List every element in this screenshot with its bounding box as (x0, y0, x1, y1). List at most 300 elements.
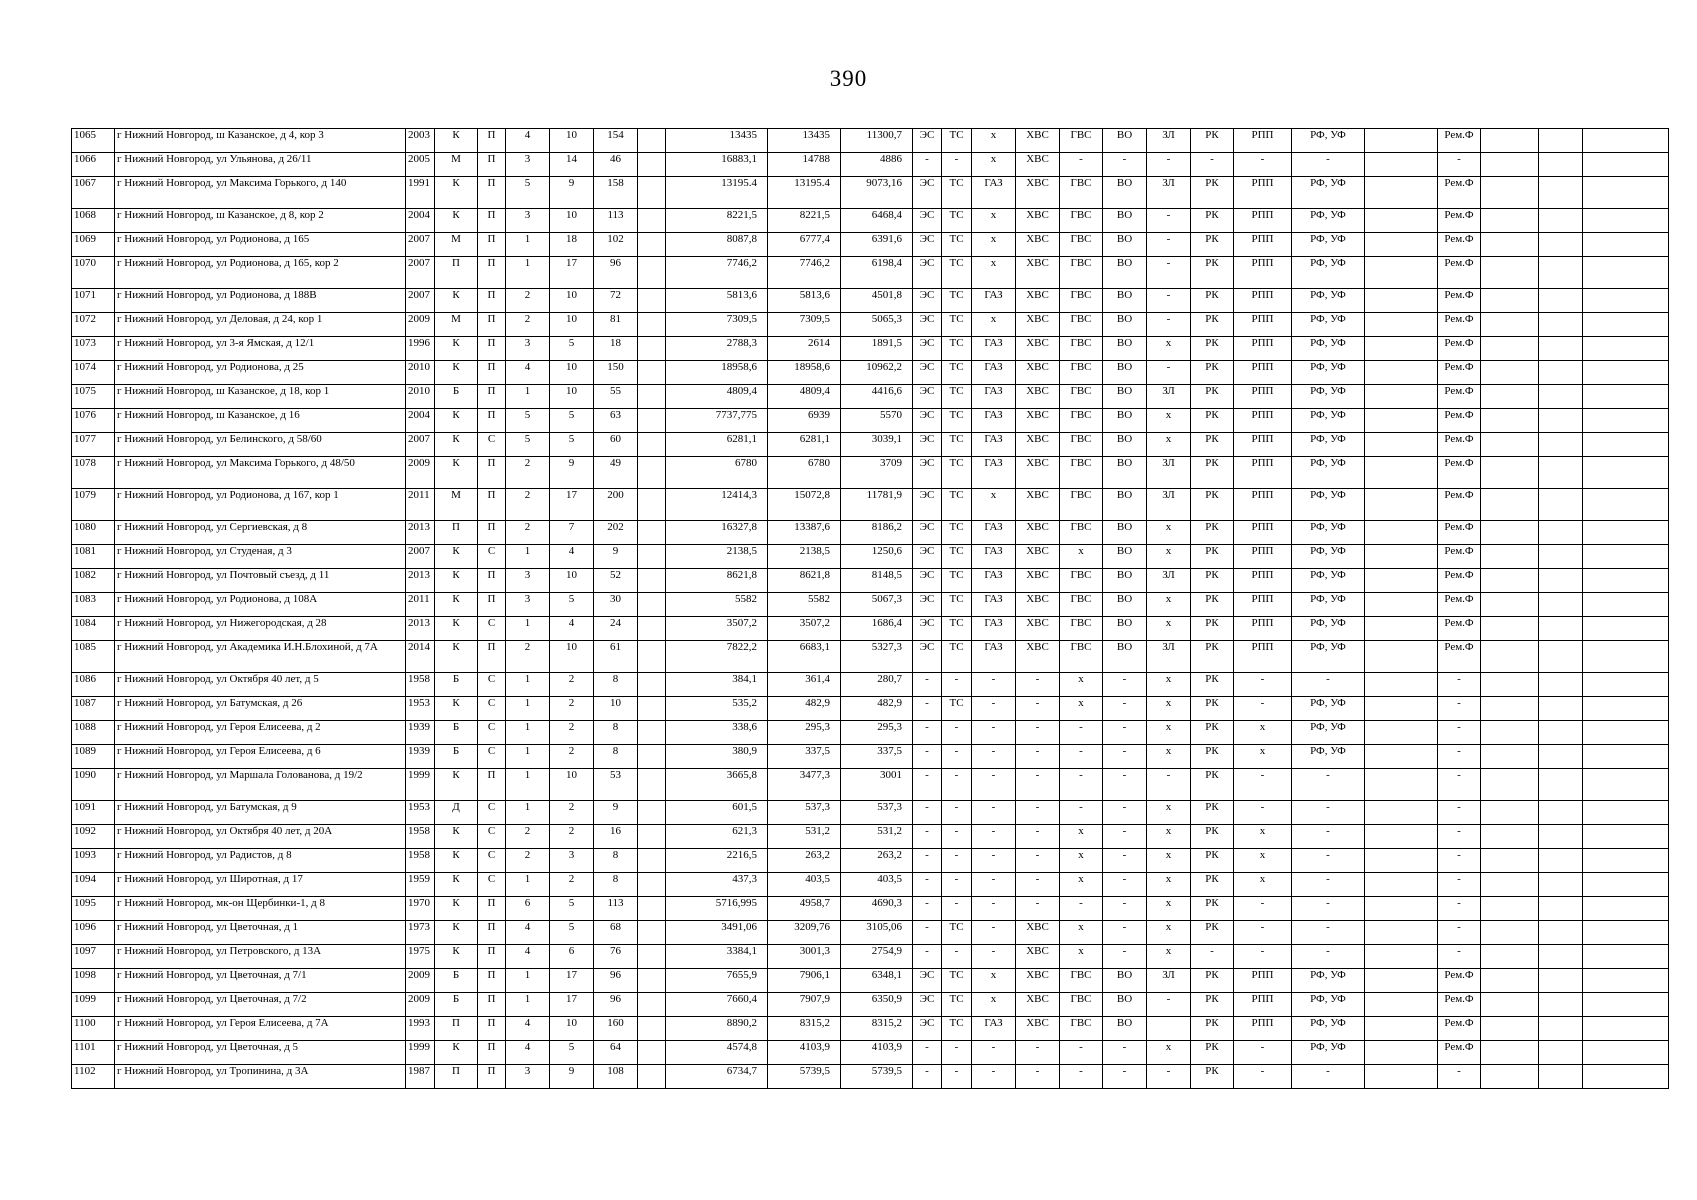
building-type-cell: П (478, 897, 506, 921)
gas-supply-cell: х (972, 993, 1016, 1017)
blank-col-cell (1365, 849, 1438, 873)
electricity-supply-cell: ЭС (913, 617, 942, 641)
blank-col-cell (1365, 569, 1438, 593)
facade-foundation-cell: - (1292, 801, 1365, 825)
building-type-cell: П (478, 385, 506, 409)
garbage-chute-cell: - (1147, 769, 1191, 801)
blank-col-cell (1539, 385, 1583, 409)
table-row (72, 289, 1669, 313)
residential-area-cell: 3507,2 (768, 617, 841, 641)
electricity-supply-cell: ЭС (913, 257, 942, 289)
electricity-supply-cell: ЭС (913, 545, 942, 569)
blank-col-cell (638, 721, 666, 745)
year-built-cell: 1970 (406, 897, 435, 921)
living-area-cell: 5739,5 (841, 1065, 913, 1089)
house-number-cell: 1100 (72, 1017, 115, 1041)
residential-area-cell: 18958,6 (768, 361, 841, 385)
house-number-cell: 1067 (72, 177, 115, 209)
facade-foundation-cell: - (1292, 673, 1365, 697)
blank-col-cell (638, 873, 666, 897)
blank-col-cell (1481, 801, 1539, 825)
address-cell: г Нижний Новгород, ул Октября 40 лет, д 5 (115, 673, 406, 697)
hot-water-cell: х (1060, 849, 1103, 873)
address-cell: г Нижний Новгород, ул Героя Елисеева, д 7А (115, 1017, 406, 1041)
repair-fund-cell: - (1438, 673, 1481, 697)
table-row (72, 153, 1669, 177)
living-area-cell: 3039,1 (841, 433, 913, 457)
year-built-cell: 2003 (406, 129, 435, 153)
year-built-cell: 1993 (406, 1017, 435, 1041)
table-row (72, 257, 1669, 289)
residential-area-cell: 2138,5 (768, 545, 841, 569)
sewerage-cell: - (1103, 769, 1147, 801)
residential-area-cell: 8221,5 (768, 209, 841, 233)
residential-area-cell: 531,2 (768, 825, 841, 849)
living-area-cell: 11781,9 (841, 489, 913, 521)
electricity-supply-cell: - (913, 769, 942, 801)
repair-fund-cell: Рем.Ф (1438, 489, 1481, 521)
apartments-cell: 150 (594, 361, 638, 385)
hot-water-cell: - (1060, 1041, 1103, 1065)
living-area-cell: 5327,3 (841, 641, 913, 673)
apartments-cell: 96 (594, 969, 638, 993)
blank-col-cell (1481, 593, 1539, 617)
electricity-supply-cell: - (913, 897, 942, 921)
table-row (72, 969, 1669, 993)
residential-area-cell: 7746,2 (768, 257, 841, 289)
blank-col-cell (1539, 769, 1583, 801)
house-number-cell: 1071 (72, 289, 115, 313)
house-number-cell: 1086 (72, 673, 115, 697)
garbage-chute-cell: х (1147, 897, 1191, 921)
sewerage-cell: - (1103, 921, 1147, 945)
blank-col-cell (1583, 921, 1669, 945)
elevator-works-cell: - (1234, 801, 1292, 825)
living-area-cell: 8186,2 (841, 521, 913, 545)
repair-fund-cell: Рем.Ф (1438, 129, 1481, 153)
apartments-cell: 8 (594, 873, 638, 897)
sewerage-cell: ВО (1103, 993, 1147, 1017)
hot-water-cell: - (1060, 721, 1103, 745)
blank-col-cell (1583, 993, 1669, 1017)
gas-supply-cell: - (972, 897, 1016, 921)
wall-material-cell: К (435, 361, 478, 385)
sewerage-cell: - (1103, 153, 1147, 177)
blank-col-cell (638, 209, 666, 233)
blank-col-cell (1481, 313, 1539, 337)
repair-fund-cell: Рем.Ф (1438, 569, 1481, 593)
building-type-cell: П (478, 457, 506, 489)
address-cell: г Нижний Новгород, ул Тропинина, д 3А (115, 1065, 406, 1089)
entrances-cell: 4 (506, 945, 550, 969)
heat-supply-cell: - (942, 873, 972, 897)
blank-col-cell (638, 1041, 666, 1065)
electricity-supply-cell: - (913, 721, 942, 745)
living-area-cell: 11300,7 (841, 129, 913, 153)
electricity-supply-cell: ЭС (913, 969, 942, 993)
heat-supply-cell: - (942, 673, 972, 697)
year-built-cell: 1991 (406, 177, 435, 209)
floors-cell: 10 (550, 385, 594, 409)
building-type-cell: П (478, 593, 506, 617)
table-row (72, 745, 1669, 769)
total-area-cell: 7660,4 (666, 993, 768, 1017)
heat-supply-cell: - (942, 1065, 972, 1089)
facade-foundation-cell: РФ, УФ (1292, 545, 1365, 569)
hot-water-cell: - (1060, 801, 1103, 825)
blank-col-cell (638, 545, 666, 569)
cold-water-cell: - (1016, 1041, 1060, 1065)
elevator-works-cell: РПП (1234, 617, 1292, 641)
sewerage-cell: ВО (1103, 1017, 1147, 1041)
apartments-cell: 64 (594, 1041, 638, 1065)
roof-works-cell: РК (1191, 433, 1234, 457)
year-built-cell: 2007 (406, 433, 435, 457)
blank-col-cell (1583, 1017, 1669, 1041)
blank-col-cell (1539, 745, 1583, 769)
elevator-works-cell: - (1234, 673, 1292, 697)
sewerage-cell: ВО (1103, 361, 1147, 385)
cold-water-cell: ХВС (1016, 457, 1060, 489)
page-number: 390 (829, 66, 868, 91)
hot-water-cell: - (1060, 745, 1103, 769)
total-area-cell: 437,3 (666, 873, 768, 897)
living-area-cell: 337,5 (841, 745, 913, 769)
blank-col-cell (638, 129, 666, 153)
table-row (72, 489, 1669, 521)
table-row (72, 721, 1669, 745)
heat-supply-cell: - (942, 153, 972, 177)
blank-col-cell (1539, 1017, 1583, 1041)
entrances-cell: 1 (506, 993, 550, 1017)
hot-water-cell: ГВС (1060, 385, 1103, 409)
gas-supply-cell: ГАЗ (972, 289, 1016, 313)
building-type-cell: П (478, 153, 506, 177)
gas-supply-cell: ГАЗ (972, 593, 1016, 617)
address-cell: г Нижний Новгород, ул Петровского, д 13А (115, 945, 406, 969)
blank-col-cell (1583, 489, 1669, 521)
living-area-cell: 5065,3 (841, 313, 913, 337)
heat-supply-cell: ТС (942, 969, 972, 993)
residential-area-cell: 5582 (768, 593, 841, 617)
facade-foundation-cell: - (1292, 849, 1365, 873)
blank-col-cell (1539, 945, 1583, 969)
electricity-supply-cell: ЭС (913, 521, 942, 545)
garbage-chute-cell: х (1147, 825, 1191, 849)
blank-col-cell (1481, 521, 1539, 545)
blank-col-cell (1365, 337, 1438, 361)
house-number-cell: 1095 (72, 897, 115, 921)
blank-col-cell (1481, 569, 1539, 593)
blank-col-cell (1539, 129, 1583, 153)
blank-col-cell (1539, 209, 1583, 233)
gas-supply-cell: - (972, 1065, 1016, 1089)
residential-area-cell: 403,5 (768, 873, 841, 897)
total-area-cell: 8221,5 (666, 209, 768, 233)
year-built-cell: 2007 (406, 257, 435, 289)
blank-col-cell (1481, 233, 1539, 257)
heat-supply-cell: - (942, 721, 972, 745)
blank-col-cell (1583, 825, 1669, 849)
elevator-works-cell: х (1234, 873, 1292, 897)
address-cell: г Нижний Новгород, ул Ульянова, д 26/11 (115, 153, 406, 177)
living-area-cell: 4501,8 (841, 289, 913, 313)
heat-supply-cell: - (942, 1041, 972, 1065)
table-row (72, 945, 1669, 969)
facade-foundation-cell: РФ, УФ (1292, 593, 1365, 617)
apartments-cell: 10 (594, 697, 638, 721)
entrances-cell: 4 (506, 1017, 550, 1041)
address-cell: г Нижний Новгород, ул Деловая, д 24, кор 1 (115, 313, 406, 337)
building-type-cell: П (478, 361, 506, 385)
electricity-supply-cell: ЭС (913, 1017, 942, 1041)
electricity-supply-cell: - (913, 1041, 942, 1065)
sewerage-cell: - (1103, 1041, 1147, 1065)
blank-col-cell (1481, 1017, 1539, 1041)
total-area-cell: 4809,4 (666, 385, 768, 409)
hot-water-cell: х (1060, 921, 1103, 945)
blank-col-cell (1481, 825, 1539, 849)
total-area-cell: 2138,5 (666, 545, 768, 569)
garbage-chute-cell: х (1147, 409, 1191, 433)
blank-col-cell (1539, 361, 1583, 385)
living-area-cell: 10962,2 (841, 361, 913, 385)
floors-cell: 9 (550, 177, 594, 209)
living-area-cell: 9073,16 (841, 177, 913, 209)
floors-cell: 5 (550, 593, 594, 617)
entrances-cell: 1 (506, 873, 550, 897)
total-area-cell: 3507,2 (666, 617, 768, 641)
garbage-chute-cell: х (1147, 1041, 1191, 1065)
blank-col-cell (638, 233, 666, 257)
gas-supply-cell: ГАЗ (972, 433, 1016, 457)
residential-area-cell: 482,9 (768, 697, 841, 721)
house-number-cell: 1068 (72, 209, 115, 233)
entrances-cell: 1 (506, 617, 550, 641)
electricity-supply-cell: - (913, 801, 942, 825)
total-area-cell: 12414,3 (666, 489, 768, 521)
electricity-supply-cell: ЭС (913, 385, 942, 409)
cold-water-cell: - (1016, 721, 1060, 745)
blank-col-cell (1365, 697, 1438, 721)
electricity-supply-cell: - (913, 825, 942, 849)
heat-supply-cell: ТС (942, 313, 972, 337)
roof-works-cell: РК (1191, 177, 1234, 209)
roof-works-cell: РК (1191, 209, 1234, 233)
blank-col-cell (1365, 257, 1438, 289)
wall-material-cell: М (435, 489, 478, 521)
year-built-cell: 1999 (406, 1041, 435, 1065)
residential-area-cell: 361,4 (768, 673, 841, 697)
year-built-cell: 1975 (406, 945, 435, 969)
facade-foundation-cell: РФ, УФ (1292, 721, 1365, 745)
wall-material-cell: М (435, 313, 478, 337)
heat-supply-cell: ТС (942, 993, 972, 1017)
blank-col-cell (1481, 209, 1539, 233)
cold-water-cell: ХВС (1016, 289, 1060, 313)
garbage-chute-cell: х (1147, 921, 1191, 945)
wall-material-cell: П (435, 1017, 478, 1041)
electricity-supply-cell: ЭС (913, 233, 942, 257)
residential-area-cell: 5739,5 (768, 1065, 841, 1089)
house-number-cell: 1101 (72, 1041, 115, 1065)
facade-foundation-cell: РФ, УФ (1292, 641, 1365, 673)
electricity-supply-cell: ЭС (913, 313, 942, 337)
address-cell: г Нижний Новгород, ш Казанское, д 18, кор 1 (115, 385, 406, 409)
blank-col-cell (638, 641, 666, 673)
apartments-cell: 8 (594, 721, 638, 745)
wall-material-cell: К (435, 209, 478, 233)
wall-material-cell: П (435, 1065, 478, 1089)
garbage-chute-cell: х (1147, 697, 1191, 721)
year-built-cell: 2011 (406, 593, 435, 617)
apartments-cell: 202 (594, 521, 638, 545)
blank-col-cell (1365, 617, 1438, 641)
sewerage-cell: - (1103, 1065, 1147, 1089)
residential-area-cell: 3209,76 (768, 921, 841, 945)
blank-col-cell (1583, 617, 1669, 641)
blank-col-cell (638, 489, 666, 521)
floors-cell: 5 (550, 921, 594, 945)
hot-water-cell: х (1060, 697, 1103, 721)
garbage-chute-cell: - (1147, 233, 1191, 257)
garbage-chute-cell: х (1147, 545, 1191, 569)
entrances-cell: 2 (506, 825, 550, 849)
blank-col-cell (1365, 289, 1438, 313)
blank-col-cell (1481, 1065, 1539, 1089)
gas-supply-cell: ГАЗ (972, 457, 1016, 489)
residential-area-cell: 7309,5 (768, 313, 841, 337)
residential-area-cell: 6777,4 (768, 233, 841, 257)
apartments-cell: 24 (594, 617, 638, 641)
cold-water-cell: ХВС (1016, 313, 1060, 337)
building-type-cell: П (478, 409, 506, 433)
address-cell: г Нижний Новгород, мк-он Щербинки-1, д 8 (115, 897, 406, 921)
house-number-cell: 1102 (72, 1065, 115, 1089)
house-number-cell: 1075 (72, 385, 115, 409)
repair-fund-cell: Рем.Ф (1438, 1041, 1481, 1065)
blank-col-cell (638, 1065, 666, 1089)
house-number-cell: 1085 (72, 641, 115, 673)
blank-col-cell (1539, 697, 1583, 721)
residential-area-cell: 6939 (768, 409, 841, 433)
floors-cell: 5 (550, 1041, 594, 1065)
year-built-cell: 1958 (406, 825, 435, 849)
garbage-chute-cell: ЗЛ (1147, 385, 1191, 409)
building-type-cell: С (478, 617, 506, 641)
roof-works-cell: РК (1191, 825, 1234, 849)
address-cell: г Нижний Новгород, ул Октября 40 лет, д 20А (115, 825, 406, 849)
roof-works-cell: РК (1191, 641, 1234, 673)
elevator-works-cell: - (1234, 1041, 1292, 1065)
entrances-cell: 2 (506, 641, 550, 673)
table-row (72, 641, 1669, 673)
gas-supply-cell: - (972, 673, 1016, 697)
floors-cell: 10 (550, 209, 594, 233)
blank-col-cell (638, 521, 666, 545)
gas-supply-cell: х (972, 489, 1016, 521)
blank-col-cell (638, 897, 666, 921)
table-row (72, 177, 1669, 209)
blank-col-cell (1583, 233, 1669, 257)
table-row (72, 697, 1669, 721)
blank-col-cell (1583, 1041, 1669, 1065)
repair-fund-cell: Рем.Ф (1438, 257, 1481, 289)
entrances-cell: 3 (506, 1065, 550, 1089)
facade-foundation-cell: РФ, УФ (1292, 745, 1365, 769)
total-area-cell: 3665,8 (666, 769, 768, 801)
elevator-works-cell: РПП (1234, 233, 1292, 257)
entrances-cell: 2 (506, 849, 550, 873)
table-row (72, 569, 1669, 593)
blank-col-cell (1365, 721, 1438, 745)
residential-area-cell: 13435 (768, 129, 841, 153)
blank-col-cell (1583, 289, 1669, 313)
address-cell: г Нижний Новгород, ул Сергиевская, д 8 (115, 521, 406, 545)
sewerage-cell: - (1103, 721, 1147, 745)
sewerage-cell: ВО (1103, 129, 1147, 153)
roof-works-cell: РК (1191, 489, 1234, 521)
repair-fund-cell: Рем.Ф (1438, 209, 1481, 233)
sewerage-cell: - (1103, 801, 1147, 825)
roof-works-cell: - (1191, 153, 1234, 177)
wall-material-cell: К (435, 569, 478, 593)
living-area-cell: 6391,6 (841, 233, 913, 257)
blank-col-cell (1583, 457, 1669, 489)
blank-col-cell (1365, 489, 1438, 521)
garbage-chute-cell: ЗЛ (1147, 489, 1191, 521)
gas-supply-cell: - (972, 745, 1016, 769)
sewerage-cell: - (1103, 945, 1147, 969)
blank-col-cell (1365, 313, 1438, 337)
wall-material-cell: Б (435, 385, 478, 409)
gas-supply-cell: ГАЗ (972, 545, 1016, 569)
year-built-cell: 1953 (406, 697, 435, 721)
entrances-cell: 4 (506, 1041, 550, 1065)
house-number-cell: 1090 (72, 769, 115, 801)
elevator-works-cell: - (1234, 945, 1292, 969)
heat-supply-cell: ТС (942, 337, 972, 361)
cold-water-cell: - (1016, 1065, 1060, 1089)
sewerage-cell: ВО (1103, 569, 1147, 593)
cold-water-cell: ХВС (1016, 545, 1060, 569)
wall-material-cell: К (435, 409, 478, 433)
table-row (72, 617, 1669, 641)
hot-water-cell: ГВС (1060, 233, 1103, 257)
elevator-works-cell: - (1234, 897, 1292, 921)
apartments-cell: 52 (594, 569, 638, 593)
apartments-cell: 9 (594, 801, 638, 825)
blank-col-cell (638, 1017, 666, 1041)
gas-supply-cell: ГАЗ (972, 409, 1016, 433)
cold-water-cell: - (1016, 825, 1060, 849)
gas-supply-cell: х (972, 153, 1016, 177)
cold-water-cell: ХВС (1016, 569, 1060, 593)
wall-material-cell: К (435, 1041, 478, 1065)
wall-material-cell: К (435, 641, 478, 673)
gas-supply-cell: - (972, 873, 1016, 897)
building-type-cell: П (478, 1065, 506, 1089)
roof-works-cell: РК (1191, 617, 1234, 641)
garbage-chute-cell: ЗЛ (1147, 457, 1191, 489)
facade-foundation-cell: - (1292, 769, 1365, 801)
wall-material-cell: П (435, 257, 478, 289)
blank-col-cell (638, 409, 666, 433)
facade-foundation-cell: - (1292, 1065, 1365, 1089)
building-type-cell: П (478, 921, 506, 945)
blank-col-cell (1539, 433, 1583, 457)
blank-col-cell (1481, 409, 1539, 433)
